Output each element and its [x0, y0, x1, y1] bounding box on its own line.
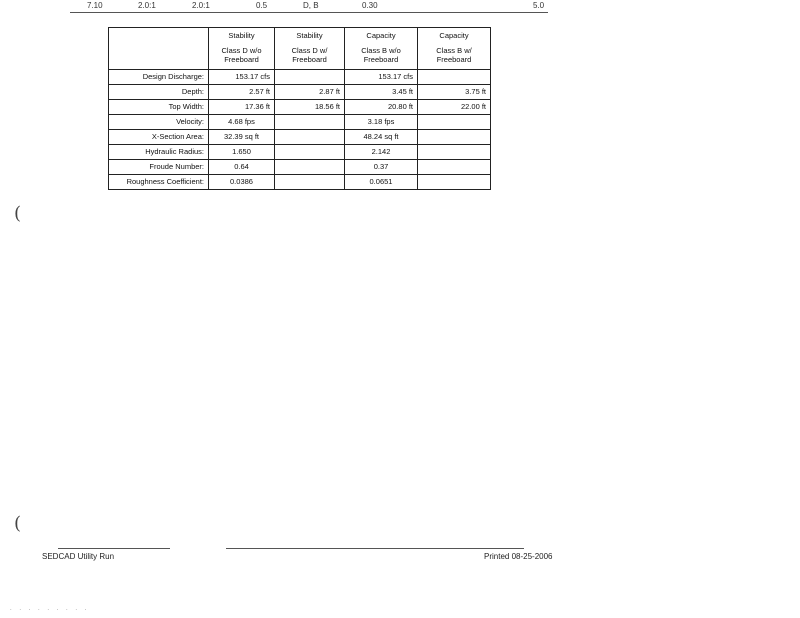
table-cell — [275, 175, 345, 190]
footer-left-text: SEDCAD Utility Run — [42, 552, 115, 561]
table-cell: 22.00 ft — [418, 100, 491, 115]
table-cell: 2.57 ft — [209, 85, 275, 100]
scan-artifact-dots: . . . . . . . . . — [10, 606, 90, 612]
table-cell — [418, 70, 491, 85]
top-divider — [70, 12, 548, 13]
table-cell — [418, 115, 491, 130]
table-header-row — [109, 28, 491, 70]
table-cell — [275, 145, 345, 160]
table-row — [109, 115, 491, 130]
table-cell: 4.68 fps — [209, 115, 275, 130]
table-cell: 1.650 — [209, 145, 275, 160]
top-value: 7.10 — [87, 1, 103, 10]
table-cell: 18.56 ft — [275, 100, 345, 115]
table-cell: 2.142 — [345, 145, 418, 160]
footer-divider — [226, 548, 524, 549]
table-cell: 32.39 sq ft — [209, 130, 275, 145]
table-cell: 3.18 fps — [345, 115, 418, 130]
table-cell: 0.64 — [209, 160, 275, 175]
table-row — [109, 100, 491, 115]
table-cell: 153.17 cfs — [345, 70, 418, 85]
table-cell: 48.24 sq ft — [345, 130, 418, 145]
table-cell — [275, 130, 345, 145]
binder-hole-mark: ( — [14, 203, 22, 224]
table-cell: 17.36 ft — [209, 100, 275, 115]
row-label: Froude Number: — [109, 160, 209, 175]
top-value: 5.0 — [533, 1, 545, 10]
top-value: 0.5 — [256, 1, 268, 10]
table-cell — [418, 160, 491, 175]
column-header: Capacity Class B w/o Freeboard — [345, 28, 418, 70]
top-value: 2.0:1 — [138, 1, 156, 10]
binder-hole-mark: ( — [14, 513, 22, 534]
column-header: Capacity Class B w/ Freeboard — [418, 28, 491, 70]
top-value: 0.30 — [362, 1, 378, 10]
row-label: Hydraulic Radius: — [109, 145, 209, 160]
table-cell — [418, 175, 491, 190]
row-label: Velocity: — [109, 115, 209, 130]
column-header: Stability Class D w/o Freeboard — [209, 28, 275, 70]
row-label: Top Width: — [109, 100, 209, 115]
header-blank-cell — [109, 28, 209, 70]
table-row — [109, 70, 491, 85]
table-row — [109, 160, 491, 175]
table-cell: 153.17 cfs — [209, 70, 275, 85]
table-cell: 20.80 ft — [345, 100, 418, 115]
table-row — [109, 85, 491, 100]
top-value: 2.0:1 — [192, 1, 210, 10]
table-row — [109, 175, 491, 190]
table-cell — [418, 145, 491, 160]
results-table — [108, 27, 491, 190]
table-cell — [275, 115, 345, 130]
table-row — [109, 145, 491, 160]
table-cell — [418, 130, 491, 145]
footer-right-text: Printed 08-25-2006 — [484, 552, 553, 561]
table-cell: 0.0651 — [345, 175, 418, 190]
table-cell: 3.75 ft — [418, 85, 491, 100]
table-cell: 0.0386 — [209, 175, 275, 190]
column-header: Stability Class D w/ Freeboard — [275, 28, 345, 70]
table-row — [109, 130, 491, 145]
row-label: Depth: — [109, 85, 209, 100]
row-label: Roughness Coefficient: — [109, 175, 209, 190]
table-cell — [275, 160, 345, 175]
row-label: Design Discharge: — [109, 70, 209, 85]
table-cell: 3.45 ft — [345, 85, 418, 100]
row-label: X-Section Area: — [109, 130, 209, 145]
table-cell: 0.37 — [345, 160, 418, 175]
table-cell — [275, 70, 345, 85]
footer-divider — [58, 548, 170, 549]
table-cell: 2.87 ft — [275, 85, 345, 100]
top-value: D, B — [303, 1, 319, 10]
